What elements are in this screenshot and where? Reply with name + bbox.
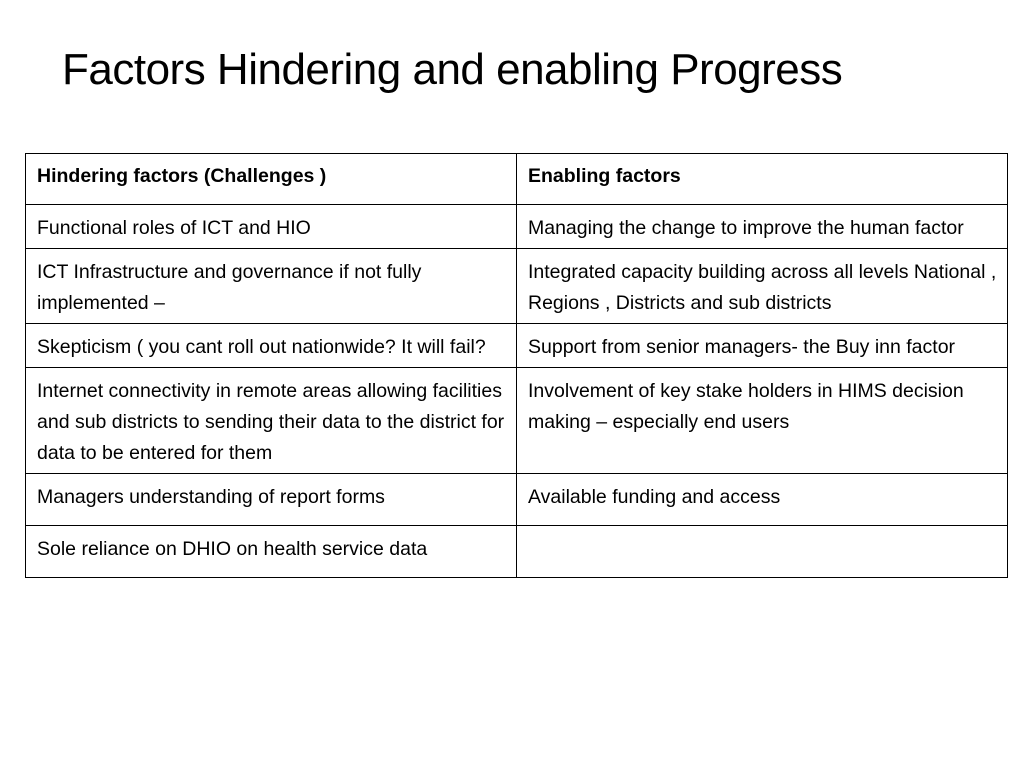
hindering-cell: Functional roles of ICT and HIO <box>26 205 517 249</box>
hindering-cell: Sole reliance on DHIO on health service data <box>26 526 517 578</box>
table-row <box>26 249 1008 324</box>
enabling-cell: Involvement of key stake holders in HIMS decision making – especially end users <box>517 368 1008 474</box>
header-enabling-factors: Enabling factors <box>517 154 1008 205</box>
table-row <box>26 474 1008 526</box>
table-header-row <box>26 154 1008 205</box>
slide-title: Factors Hindering and enabling Progress <box>62 45 843 94</box>
factors-table <box>25 153 1008 578</box>
hindering-cell: Managers understanding of report forms <box>26 474 517 526</box>
enabling-cell: Managing the change to improve the human factor <box>517 205 1008 249</box>
enabling-cell <box>517 526 1008 578</box>
hindering-cell: Internet connectivity in remote areas allowing facilities and sub districts to sending their data to the district for data to be entered for them <box>26 368 517 474</box>
table-row <box>26 526 1008 578</box>
table-row <box>26 368 1008 474</box>
table-row <box>26 205 1008 249</box>
enabling-cell: Integrated capacity building across all levels National , Regions , Districts and sub districts <box>517 249 1008 324</box>
hindering-cell: Skepticism ( you cant roll out nationwide? It will fail? <box>26 324 517 368</box>
enabling-cell: Support from senior managers- the Buy inn factor <box>517 324 1008 368</box>
hindering-cell: ICT Infrastructure and governance if not fully implemented – <box>26 249 517 324</box>
header-hindering-factors: Hindering factors (Challenges ) <box>26 154 517 205</box>
enabling-cell: Available funding and access <box>517 474 1008 526</box>
table-row <box>26 324 1008 368</box>
